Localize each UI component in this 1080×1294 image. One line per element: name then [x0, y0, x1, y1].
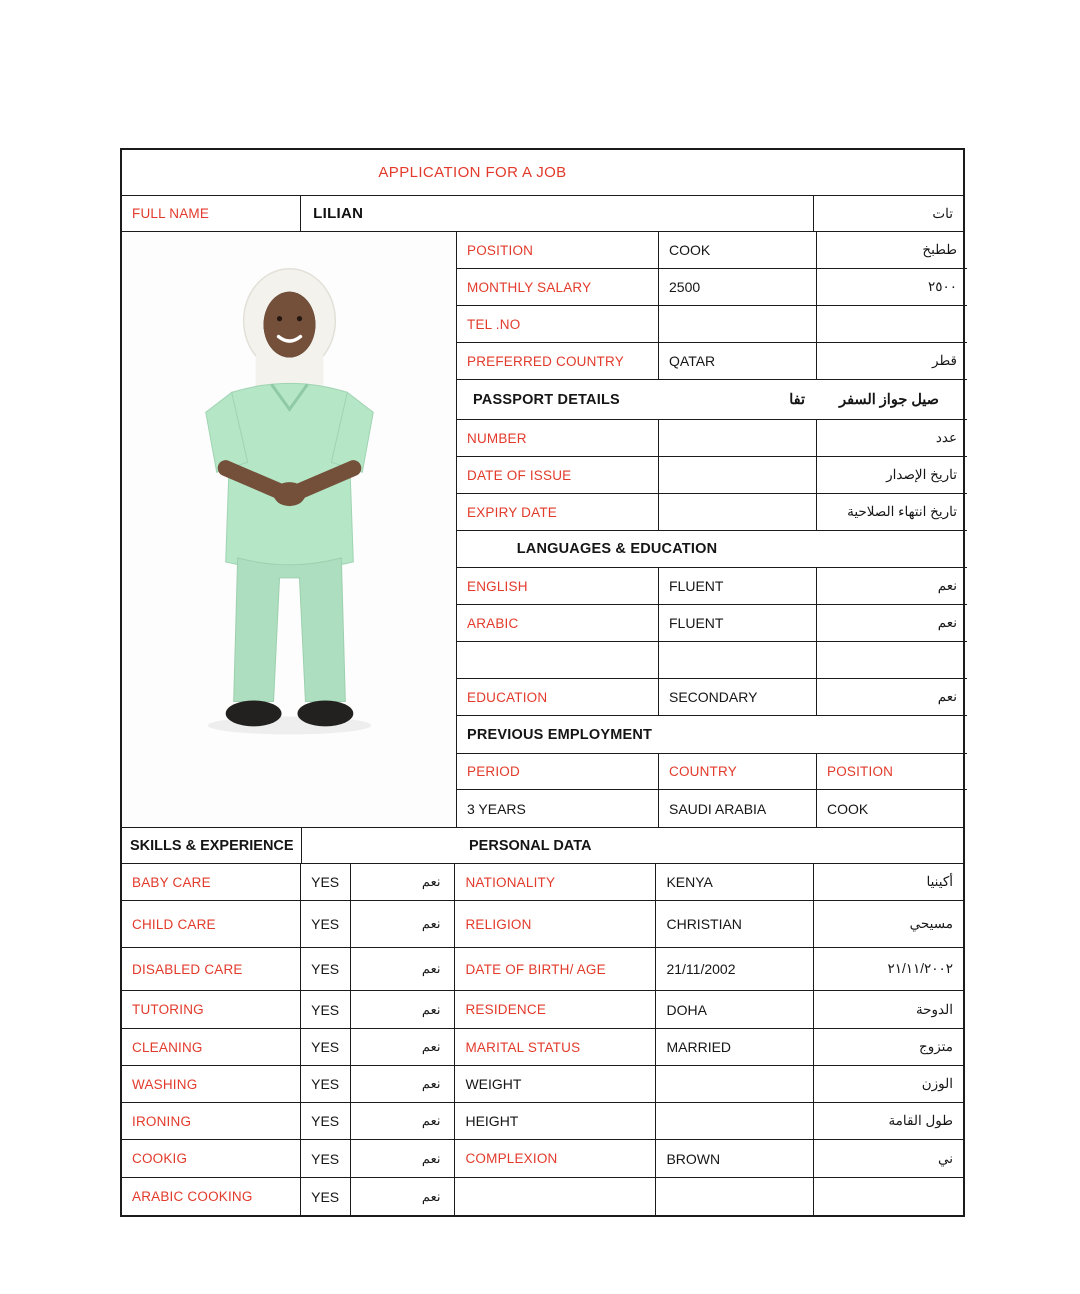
table-row [122, 991, 963, 1029]
field-label: MARITAL STATUS [455, 1029, 656, 1065]
skill-label: DISABLED CARE [122, 948, 301, 990]
field-label [457, 642, 659, 678]
field-value [659, 306, 817, 342]
field-arabic: تاريخ انتهاء الصلاحية [847, 504, 957, 519]
table-row [457, 494, 967, 531]
field-value: CHRISTIAN [656, 901, 813, 947]
field-arabic: طول القامة [888, 1113, 953, 1128]
field-value: SECONDARY [659, 679, 817, 715]
passport-details-header-arabic [789, 380, 967, 419]
field-label: RELIGION [455, 901, 656, 947]
form-title: APPLICATION FOR A JOB [378, 164, 567, 181]
field-value [656, 1178, 813, 1215]
field-value: 21/11/2002 [656, 948, 813, 990]
field-value [656, 1066, 813, 1102]
skill-yes: YES [301, 991, 351, 1028]
field-label: EDUCATION [457, 679, 659, 715]
field-label [455, 1178, 656, 1215]
field-arabic: متزوج [919, 1039, 953, 1054]
table-row [457, 269, 967, 306]
skill-arabic: نعم [351, 901, 456, 947]
passport-header-arabic-part1: تفا [789, 391, 806, 408]
field-arabic: ٢١/١١/٢٠٠٢ [887, 961, 953, 976]
skill-label: CLEANING [122, 1029, 301, 1065]
skill-label: CHILD CARE [122, 901, 301, 947]
skill-arabic: نعم [351, 948, 456, 990]
skill-yes: YES [301, 864, 351, 900]
field-arabic [814, 1178, 963, 1215]
skill-yes: YES [301, 1140, 351, 1177]
field-value [659, 494, 817, 530]
skill-arabic: نعم [351, 1178, 456, 1215]
table-row [122, 1178, 963, 1215]
field-arabic [817, 306, 967, 342]
previous-employment-header-row [457, 716, 967, 754]
skill-yes: YES [301, 1178, 351, 1215]
field-label: HEIGHT [455, 1103, 656, 1139]
skill-label: COOKIG [122, 1140, 301, 1177]
table-row [122, 864, 963, 901]
field-arabic [817, 642, 967, 678]
field-arabic: ني [937, 1150, 953, 1166]
skill-arabic: نعم [351, 1029, 456, 1065]
table-row [457, 679, 967, 716]
field-value: MARRIED [656, 1029, 813, 1065]
table-row [122, 1029, 963, 1066]
field-label: DATE OF ISSUE [457, 457, 659, 493]
skill-yes: YES [301, 901, 351, 947]
table-row [457, 457, 967, 494]
skill-label: TUTORING [122, 991, 301, 1028]
passport-details-header: PASSPORT DETAILS [473, 391, 620, 408]
skill-yes: YES [301, 1103, 351, 1139]
full-name-arabic: تات [932, 205, 953, 221]
employment-column-position: POSITION [827, 764, 894, 779]
table-row [122, 901, 963, 948]
table-row [122, 1140, 963, 1178]
field-value: FLUENT [659, 605, 817, 641]
field-arabic: الوزن [921, 1076, 953, 1091]
table-row [457, 343, 967, 380]
skills-experience-header: SKILLS & EXPERIENCE [122, 828, 302, 863]
field-label: ARABIC [457, 605, 659, 641]
table-row [122, 948, 963, 991]
skill-arabic: نعم [351, 864, 456, 900]
application-form [120, 148, 965, 1217]
table-row [457, 306, 967, 343]
field-value: 2500 [659, 269, 817, 305]
section-headers-row [122, 828, 963, 864]
skill-arabic: نعم [351, 991, 456, 1028]
full-name-label: FULL NAME [122, 196, 301, 231]
applicant-photo-illustration [122, 232, 456, 826]
table-row [457, 232, 967, 269]
employment-period: 3 YEARS [457, 790, 659, 827]
main-section [122, 232, 963, 828]
employment-column-country: COUNTRY [659, 754, 817, 789]
languages-education-header-row [457, 531, 967, 568]
field-value [659, 642, 817, 678]
employment-column-period: PERIOD [457, 754, 659, 789]
languages-education-header: LANGUAGES & EDUCATION [516, 541, 718, 557]
skill-label: ARABIC COOKING [122, 1178, 301, 1215]
table-row [457, 605, 967, 642]
field-arabic: تاريخ الإصدار [886, 467, 957, 482]
field-value [656, 1103, 813, 1139]
field-arabic: ططبخ [922, 242, 957, 257]
applicant-photo [122, 232, 457, 827]
field-value: KENYA [656, 864, 813, 900]
field-arabic: الدوحة [915, 1001, 953, 1017]
employment-values-row [457, 790, 967, 827]
table-row [122, 1103, 963, 1140]
field-label: NATIONALITY [455, 864, 656, 900]
field-arabic: نعم [937, 578, 957, 593]
details-column [457, 232, 967, 827]
field-value [659, 457, 817, 493]
skill-arabic: نعم [351, 1140, 456, 1177]
field-label: POSITION [457, 232, 659, 268]
skill-arabic: نعم [351, 1103, 456, 1139]
field-label: PREFERRED COUNTRY [457, 343, 659, 379]
field-value: FLUENT [659, 568, 817, 604]
table-row [457, 642, 967, 679]
field-value: QATAR [659, 343, 817, 379]
employment-position: COOK [827, 800, 869, 817]
field-arabic: نعم [937, 689, 957, 704]
field-arabic: عدد [935, 430, 957, 445]
field-label: WEIGHT [455, 1066, 656, 1102]
skill-label: IRONING [122, 1103, 301, 1139]
field-label: MONTHLY SALARY [457, 269, 659, 305]
employment-country: SAUDI ARABIA [659, 790, 817, 827]
field-value [659, 420, 817, 456]
field-label: COMPLEXION [455, 1140, 656, 1177]
table-row [122, 1066, 963, 1103]
field-value: BROWN [656, 1140, 813, 1177]
field-arabic: أكينيا [926, 874, 953, 889]
full-name-row [122, 196, 963, 232]
skill-yes: YES [301, 948, 351, 990]
skill-label: BABY CARE [122, 864, 301, 900]
field-label: TEL .NO [457, 306, 659, 342]
previous-employment-header: PREVIOUS EMPLOYMENT [467, 726, 653, 743]
field-arabic: ٢٥٠٠ [927, 279, 957, 294]
table-row [457, 420, 967, 457]
field-label: DATE OF BIRTH/ AGE [455, 948, 656, 990]
full-name-value: LILIAN [301, 196, 814, 231]
field-arabic: قطر [932, 353, 957, 368]
field-label: ENGLISH [457, 568, 659, 604]
skill-yes: YES [301, 1029, 351, 1065]
field-label: RESIDENCE [455, 991, 656, 1028]
skill-arabic: نعم [351, 1066, 456, 1102]
field-label: NUMBER [457, 420, 659, 456]
personal-data-header: PERSONAL DATA [469, 837, 592, 854]
passport-header-arabic-part2: صيل جواز السفر [839, 391, 939, 408]
employment-columns-row [457, 754, 967, 790]
skill-label: WASHING [122, 1066, 301, 1102]
field-value: COOK [659, 232, 817, 268]
skill-yes: YES [301, 1066, 351, 1102]
field-arabic: مسيحي [909, 916, 953, 931]
field-value: DOHA [656, 991, 813, 1028]
passport-details-header-row [457, 380, 967, 420]
field-arabic: نعم [937, 615, 957, 630]
field-label: EXPIRY DATE [457, 494, 659, 530]
table-row [457, 568, 967, 605]
title-row [122, 150, 963, 196]
